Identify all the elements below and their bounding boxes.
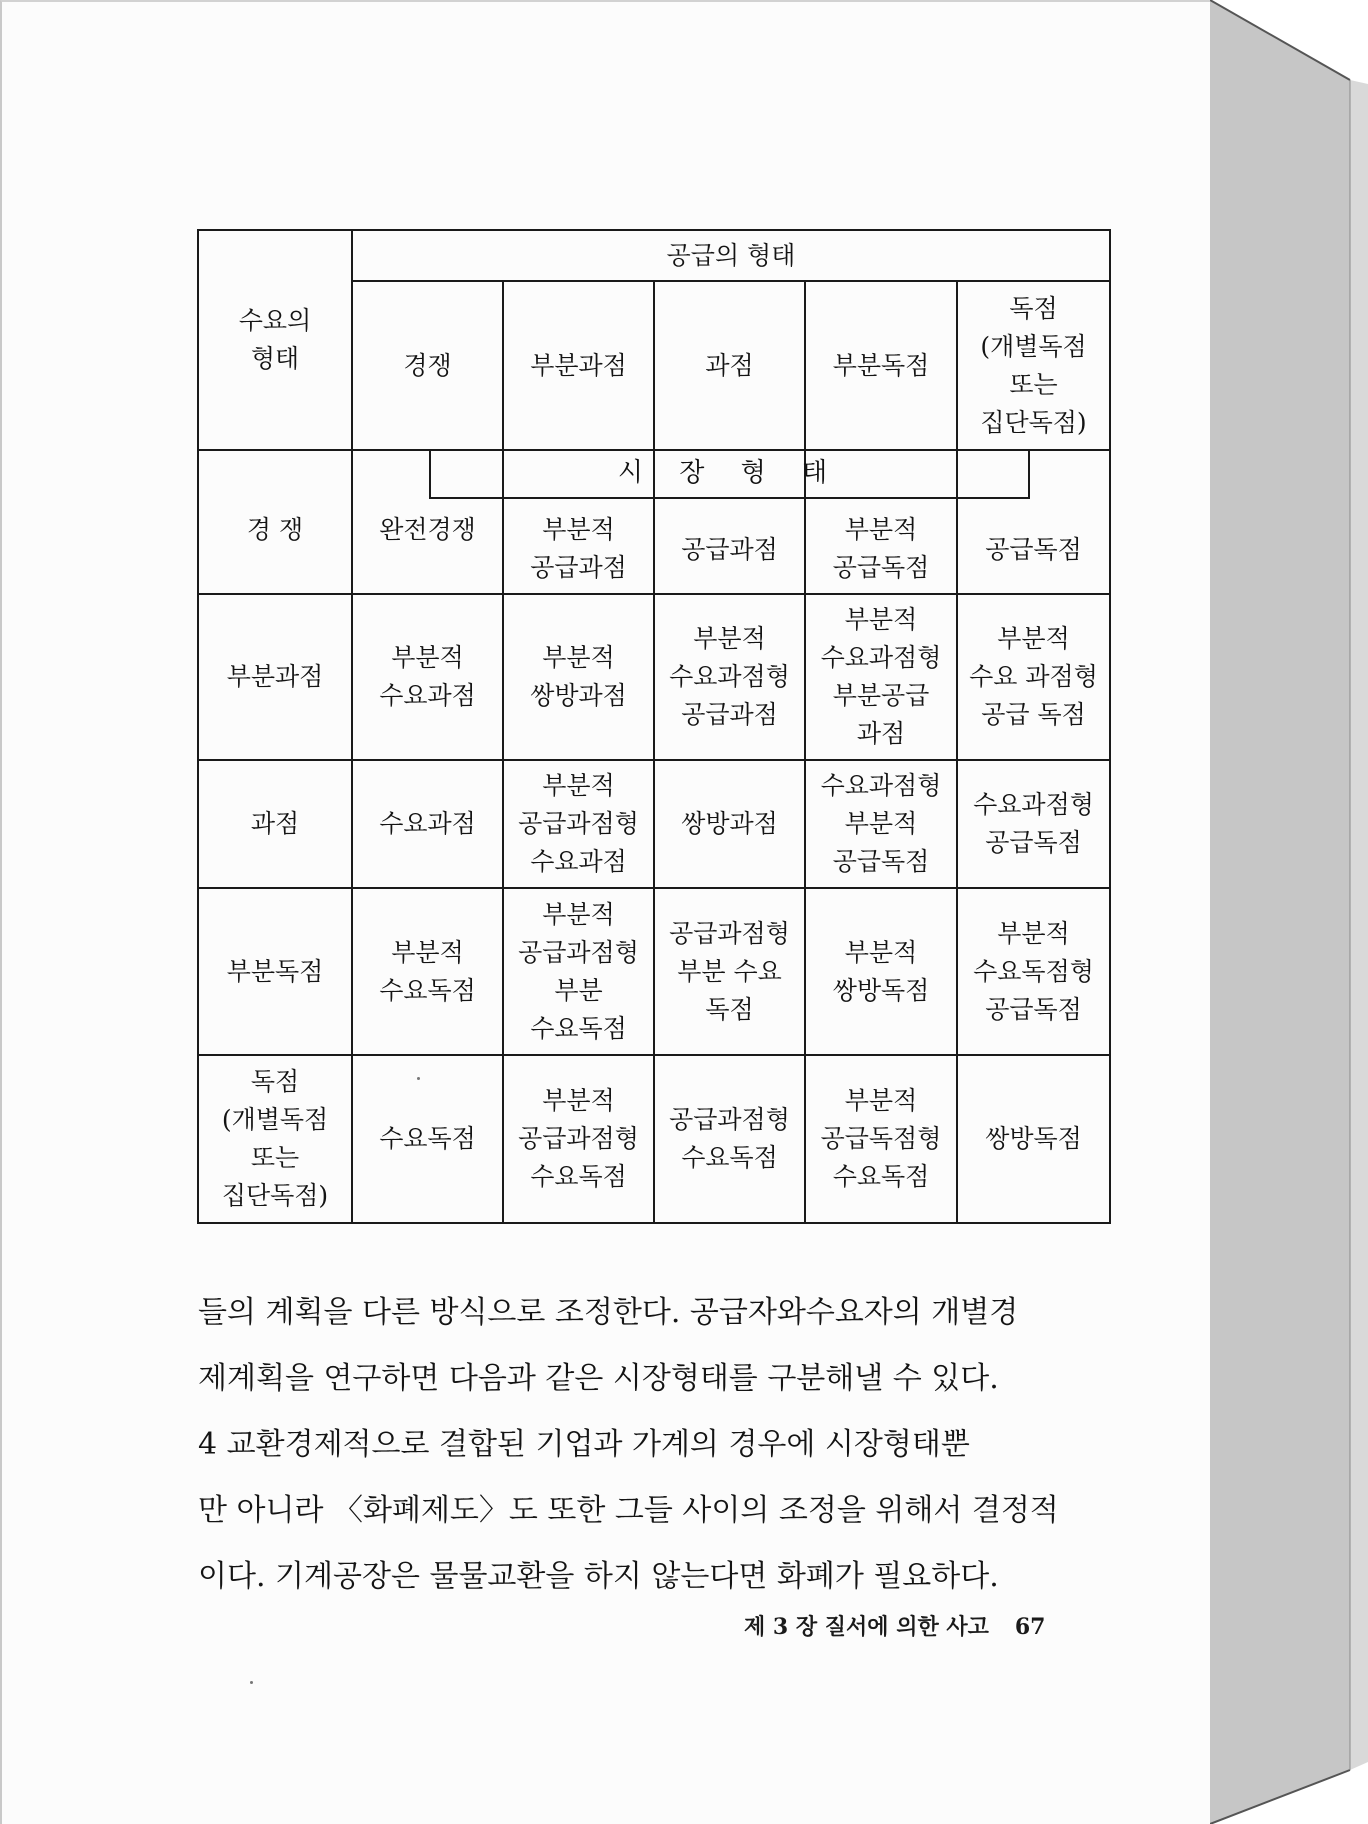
table-cell: 공급독점 [957,450,1110,594]
table-cell: 부분적 수요과점형 공급과점 [654,594,805,760]
body-paragraph [198,1280,1108,1610]
corner-label: 수요의 형태 [198,230,352,450]
running-footer [744,1610,1046,1641]
table-cell: 수요독점 [352,1055,503,1223]
supply-col-5: 독점 (개별독점 또는 집단독점) [957,281,1110,450]
table-row [198,1055,1110,1223]
body-line: 4 교환경제적으로 결합된 기업과 가계의 경우에 시장형태뿐 [198,1427,970,1462]
table-cell: 쌍방과점 [654,760,805,888]
table-cell: 수요과점형 부분적 공급독점 [805,760,957,888]
table-cell: 부분적 공급과점형 수요독점 [503,1055,654,1223]
supply-col-1: 경쟁 [352,281,503,450]
row-label: 경 쟁 [198,450,352,594]
supply-header: 공급의 형태 [352,230,1110,281]
body-line: 이다. 기계공장은 물물교환을 하지 않는다면 화폐가 필요하다. [198,1559,999,1594]
table-cell: 부분적 수요과점 [352,594,503,760]
supply-col-3: 과점 [654,281,805,450]
page-number: 67 [1014,1614,1046,1640]
table-cell: 공급과점형 수요독점 [654,1055,805,1223]
body-line: 제계획을 연구하면 다음과 같은 시장형태를 구분해낼 수 있다. [198,1361,999,1396]
row-label: 독점 (개별독점 또는 집단독점) [198,1055,352,1223]
table-cell: 부분적 공급과점형 수요과점 [503,760,654,888]
table-cell: 공급과점 [654,450,805,594]
row-label: 과점 [198,760,352,888]
supply-col-4: 부분독점 [805,281,957,450]
table-cell: 부분적 수요 과점형 공급 독점 [957,594,1110,760]
table-row [198,594,1110,760]
table-cell: 부분적 쌍방과점 [503,594,654,760]
chapter-title: 제 3 장 질서에 의한 사고 [744,1614,989,1640]
row-label: 부분독점 [198,888,352,1055]
table-cell: 공급과점형 부분 수요 독점 [654,888,805,1055]
market-form-banner: 시 장 형 태 [429,449,1030,499]
speck [250,1681,253,1684]
table-cell: 수요과점형 공급독점 [957,760,1110,888]
supply-col-2: 부분과점 [503,281,654,450]
table-cell: 부분적 쌍방독점 [805,888,957,1055]
market-form-table [197,229,1111,1224]
table-cell: 부분적 수요독점형 공급독점 [957,888,1110,1055]
body-line: 만 아니라 〈화폐제도〉도 또한 그들 사이의 조정을 위해서 결정적 [198,1493,1059,1528]
table-cell: 수요과점 [352,760,503,888]
book-spine [1210,0,1368,1824]
table-cell: 쌍방독점 [957,1055,1110,1223]
table-cell: 부분적 수요독점 [352,888,503,1055]
table-row [198,888,1110,1055]
table-cell: 부분적 수요과점형 부분공급 과점 [805,594,957,760]
speck [417,1077,420,1080]
table-cell: 부분적 공급독점 [805,450,957,594]
table-cell: 부분적 공급과점형 부분 수요독점 [503,888,654,1055]
table-cell: 부분적 공급과점 [503,450,654,594]
table-row [198,760,1110,888]
table-cell: 완전경쟁 [352,450,503,594]
body-line: 들의 계획을 다른 방식으로 조정한다. 공급자와수요자의 개별경 [198,1295,1019,1330]
row-label: 부분과점 [198,594,352,760]
table-cell: 부분적 공급독점형 수요독점 [805,1055,957,1223]
